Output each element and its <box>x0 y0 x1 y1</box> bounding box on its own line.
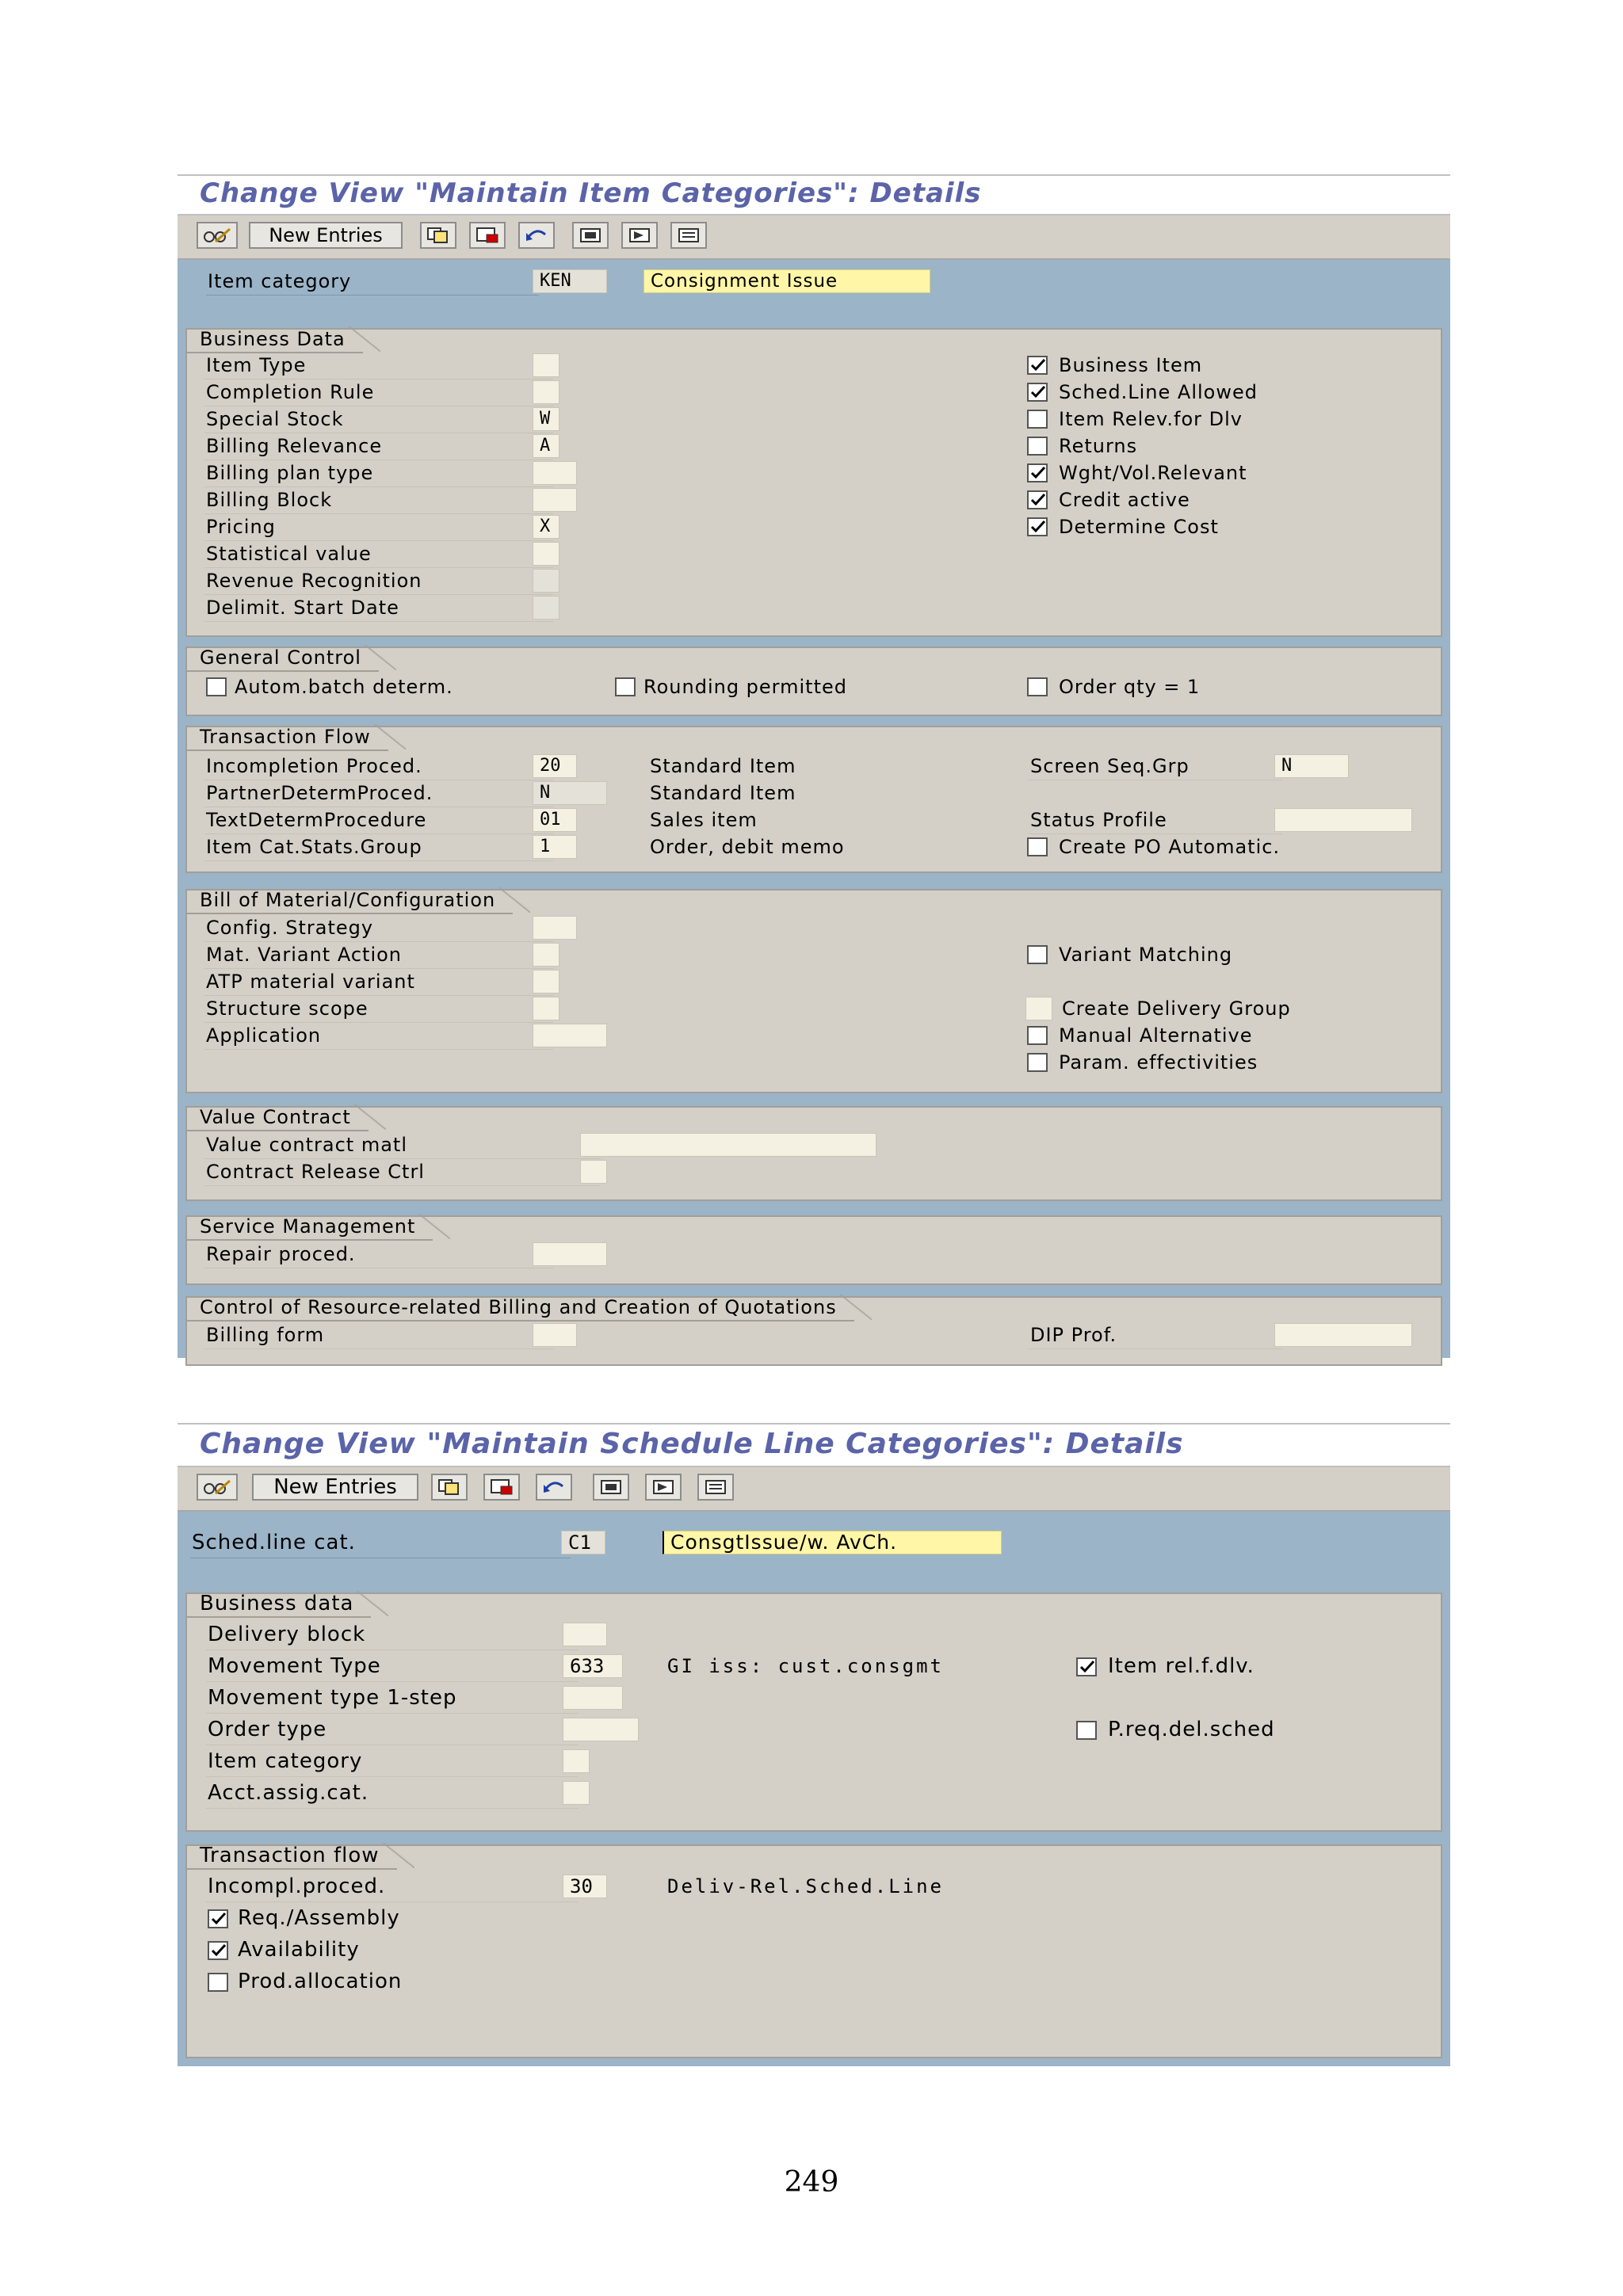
divider <box>204 968 553 969</box>
param-effectivities-label: Param. effectivities <box>1059 1051 1258 1074</box>
select-block-icon <box>651 1478 675 1496</box>
business-data-group <box>185 1592 1442 1832</box>
divider <box>206 1681 579 1682</box>
credit-active-checkbox[interactable] <box>1027 490 1048 509</box>
deselect-all-icon <box>704 1478 727 1496</box>
acct-assig-cat-field[interactable] <box>563 1781 590 1805</box>
order-type-field[interactable] <box>563 1718 639 1741</box>
order-qty-label: Order qty = 1 <box>1059 676 1201 698</box>
transaction-flow-group <box>185 726 1442 873</box>
divider <box>204 513 553 514</box>
divider <box>1029 1348 1282 1349</box>
business-data-title: Business Data <box>187 328 363 353</box>
incompl-proced-text: Deliv-Rel.Sched.Line <box>667 1875 944 1897</box>
delimit-start-date-field <box>533 596 559 620</box>
copy-as-button[interactable] <box>431 1474 468 1501</box>
sched-line-allowed-checkbox[interactable] <box>1027 383 1048 402</box>
dip-prof-field[interactable] <box>1274 1323 1412 1347</box>
value-contract-group <box>185 1106 1442 1201</box>
rounding-permitted-label: Rounding permitted <box>643 676 847 698</box>
window-title-bar <box>178 1423 1450 1467</box>
prod-allocation-checkbox[interactable] <box>208 1973 228 1992</box>
value-contract-matl-label: Value contract matl <box>206 1134 408 1156</box>
wght-vol-relevant-checkbox[interactable] <box>1027 463 1048 482</box>
select-block-button[interactable] <box>621 222 658 249</box>
divider <box>204 567 553 568</box>
param-effectivities-checkbox[interactable] <box>1027 1053 1048 1072</box>
value-contract-title: Value Contract <box>187 1106 369 1131</box>
billing-form-label: Billing form <box>206 1324 325 1346</box>
status-profile-field[interactable] <box>1274 808 1412 832</box>
item-relev-dlv-label: Item Relev.for Dlv <box>1059 408 1243 430</box>
delete-icon <box>475 227 499 244</box>
divider <box>204 1022 553 1023</box>
checkmark-icon <box>1030 385 1046 399</box>
partner-determ-label: PartnerDetermProced. <box>206 782 433 804</box>
divider <box>1029 833 1282 834</box>
select-all-icon <box>579 227 602 244</box>
resource-billing-title: Control of Resource-related Billing and Creation of Quotations <box>187 1296 854 1322</box>
item-type-field[interactable] <box>533 353 559 377</box>
req-assembly-checkbox[interactable] <box>208 1909 228 1928</box>
autom-batch-checkbox[interactable] <box>206 677 227 696</box>
structure-scope-field[interactable] <box>533 997 559 1020</box>
returns-label: Returns <box>1059 435 1138 457</box>
copy-icon <box>437 1478 461 1496</box>
special-stock-field[interactable]: W <box>533 407 559 431</box>
manual-alternative-checkbox[interactable] <box>1027 1026 1048 1045</box>
select-all-icon <box>599 1478 623 1496</box>
divider <box>206 1776 579 1777</box>
glasses-pencil-icon <box>201 1478 233 1497</box>
divider <box>206 1808 579 1809</box>
application-label: Application <box>206 1024 322 1047</box>
billing-block-label: Billing Block <box>206 489 333 511</box>
sched-line-allowed-label: Sched.Line Allowed <box>1059 381 1258 403</box>
statistical-value-field[interactable] <box>533 542 559 566</box>
undo-icon <box>542 1478 566 1496</box>
divider <box>206 1713 579 1714</box>
checkmark-icon <box>1030 358 1046 372</box>
application-toolbar <box>178 215 1450 260</box>
detail-area <box>178 260 1450 1358</box>
select-block-icon <box>628 227 651 244</box>
divider <box>204 1348 553 1349</box>
billing-plan-type-field[interactable] <box>533 461 577 485</box>
item-cat-stats-field[interactable]: 1 <box>533 835 577 859</box>
availability-checkbox[interactable] <box>208 1941 228 1960</box>
delimit-start-date-label: Delimit. Start Date <box>206 597 399 619</box>
contract-release-ctrl-field[interactable] <box>580 1160 607 1184</box>
incompletion-proced-text: Standard Item <box>650 755 796 777</box>
delete-button[interactable] <box>469 222 506 249</box>
delivery-block-field[interactable] <box>563 1623 607 1646</box>
partner-determ-field[interactable]: N <box>533 781 607 805</box>
new-entries-button[interactable]: New Entries <box>249 222 403 249</box>
divider <box>204 621 553 622</box>
pricing-label: Pricing <box>206 516 276 538</box>
window-title: Change View "Maintain Item Categories": Details <box>200 177 982 209</box>
select-all-button[interactable] <box>593 1474 629 1501</box>
bom-configuration-group <box>185 889 1442 1093</box>
manual-alternative-label: Manual Alternative <box>1059 1024 1253 1047</box>
window-title: Change View "Maintain Schedule Line Categories": Details <box>200 1428 1184 1460</box>
divider <box>204 941 553 942</box>
checkmark-icon <box>1030 466 1046 480</box>
determine-cost-label: Determine Cost <box>1059 516 1219 538</box>
item-category-description: Consignment Issue <box>643 269 930 293</box>
movement-type-text: GI iss: cust.consgmt <box>667 1655 944 1677</box>
variant-matching-label: Variant Matching <box>1059 944 1233 966</box>
business-data-title: Business data <box>187 1592 371 1618</box>
value-contract-matl-field[interactable] <box>580 1133 876 1157</box>
sched-line-cat-label: Sched.line cat. <box>192 1531 356 1554</box>
checkmark-icon <box>1079 1660 1095 1674</box>
detail-area <box>178 1512 1450 2066</box>
checkmark-icon <box>1030 520 1046 534</box>
deselect-all-button[interactable] <box>670 222 707 249</box>
incompl-proced-label: Incompl.proced. <box>208 1875 386 1898</box>
undo-change-button[interactable] <box>518 222 555 249</box>
display-change-button[interactable] <box>197 222 238 249</box>
create-po-checkbox[interactable] <box>1027 837 1048 856</box>
business-item-label: Business Item <box>1059 354 1203 376</box>
select-all-button[interactable] <box>572 222 609 249</box>
wght-vol-relevant-label: Wght/Vol.Relevant <box>1059 462 1247 484</box>
autom-batch-label: Autom.batch determ. <box>235 676 453 698</box>
bom-configuration-title: Bill of Material/Configuration <box>187 889 513 914</box>
movement-type-1step-field[interactable] <box>563 1686 623 1710</box>
mat-variant-action-label: Mat. Variant Action <box>206 944 402 966</box>
movement-type-label: Movement Type <box>208 1654 381 1678</box>
checkmark-icon <box>1030 493 1046 507</box>
incompl-proced-field[interactable]: 30 <box>563 1875 607 1898</box>
create-delivery-group-label: Create Delivery Group <box>1062 997 1291 1020</box>
copy-as-button[interactable] <box>420 222 456 249</box>
create-po-label: Create PO Automatic. <box>1059 836 1281 858</box>
window-title-bar <box>178 174 1450 215</box>
returns-checkbox[interactable] <box>1027 437 1048 456</box>
item-rel-dlv-label: Item rel.f.dlv. <box>1108 1654 1254 1678</box>
repair-proced-label: Repair proced. <box>206 1243 356 1265</box>
transaction-flow-title: Transaction Flow <box>187 726 388 751</box>
divider <box>206 295 539 296</box>
sched-line-cat-description[interactable]: ConsgtIssue/w. AvCh. <box>663 1531 1002 1554</box>
availability-label: Availability <box>238 1938 360 1962</box>
rounding-permitted-checkbox[interactable] <box>615 677 636 696</box>
atp-material-variant-label: ATP material variant <box>206 971 415 993</box>
contract-release-ctrl-label: Contract Release Ctrl <box>206 1161 425 1183</box>
page-number: 249 <box>784 2166 839 2199</box>
undo-change-button[interactable] <box>536 1474 572 1501</box>
billing-block-field[interactable] <box>533 488 577 512</box>
determine-cost-checkbox[interactable] <box>1027 517 1048 536</box>
acct-assig-cat-label: Acct.assig.cat. <box>208 1781 369 1805</box>
structure-scope-label: Structure scope <box>206 997 369 1020</box>
incompletion-proced-label: Incompletion Proced. <box>206 755 422 777</box>
revenue-recognition-field <box>533 569 559 593</box>
mat-variant-action-field[interactable] <box>533 943 559 967</box>
divider <box>204 833 553 834</box>
transaction-flow-group <box>185 1844 1442 2058</box>
order-qty-checkbox[interactable] <box>1027 677 1048 696</box>
text-determ-label: TextDetermProcedure <box>206 809 427 831</box>
dip-prof-label: DIP Prof. <box>1030 1324 1117 1346</box>
statistical-value-label: Statistical value <box>206 543 372 565</box>
application-toolbar <box>178 1467 1450 1512</box>
incompletion-proced-field[interactable]: 20 <box>533 754 577 778</box>
partner-determ-text: Standard Item <box>650 782 796 804</box>
transaction-flow-title: Transaction flow <box>187 1844 397 1870</box>
completion-rule-field[interactable] <box>533 380 559 404</box>
billing-form-field[interactable] <box>533 1323 577 1347</box>
undo-icon <box>525 227 548 244</box>
credit-active-label: Credit active <box>1059 489 1190 511</box>
sched-line-cat-field[interactable]: C1 <box>561 1531 605 1554</box>
preq-del-sched-label: P.req.del.sched <box>1108 1718 1275 1741</box>
config-strategy-label: Config. Strategy <box>206 917 374 939</box>
revenue-recognition-label: Revenue Recognition <box>206 570 422 592</box>
application-field[interactable] <box>533 1024 607 1047</box>
divider <box>204 540 553 541</box>
divider <box>204 1185 601 1186</box>
order-type-label: Order type <box>208 1718 327 1741</box>
billing-relevance-label: Billing Relevance <box>206 435 383 457</box>
billing-relevance-field[interactable]: A <box>533 434 559 458</box>
special-stock-label: Special Stock <box>206 408 344 430</box>
create-delivery-group-field[interactable] <box>1025 997 1052 1020</box>
checkmark-icon <box>211 1912 227 1926</box>
text-determ-field[interactable]: 01 <box>533 808 577 832</box>
preq-del-sched-checkbox[interactable] <box>1076 1721 1097 1740</box>
business-item-checkbox[interactable] <box>1027 356 1048 375</box>
text-determ-text: Sales item <box>650 809 758 831</box>
status-profile-label: Status Profile <box>1030 809 1167 831</box>
service-management-group <box>185 1215 1442 1285</box>
general-control-group <box>185 646 1442 716</box>
item-categories-screen <box>178 174 1450 1355</box>
divider <box>206 1901 579 1902</box>
config-strategy-field[interactable] <box>533 916 577 940</box>
item-category-field[interactable] <box>563 1749 590 1773</box>
prod-allocation-label: Prod.allocation <box>238 1970 403 1993</box>
screen-seq-grp-label: Screen Seq.Grp <box>1030 755 1190 777</box>
copy-icon <box>426 227 450 244</box>
completion-rule-label: Completion Rule <box>206 381 375 403</box>
req-assembly-label: Req./Assembly <box>238 1906 400 1930</box>
deselect-all-icon <box>677 227 701 244</box>
divider <box>204 594 553 595</box>
item-cat-stats-text: Order, debit memo <box>650 836 845 858</box>
billing-plan-type-label: Billing plan type <box>206 462 374 484</box>
resource-billing-group <box>185 1296 1442 1366</box>
select-block-button[interactable] <box>645 1474 682 1501</box>
repair-proced-field[interactable] <box>533 1242 607 1266</box>
divider <box>204 995 553 996</box>
divider <box>204 860 553 861</box>
delete-button[interactable] <box>483 1474 520 1501</box>
delete-icon <box>490 1478 514 1496</box>
divider <box>204 1158 601 1159</box>
atp-material-variant-field[interactable] <box>533 970 559 994</box>
general-control-title: General Control <box>187 646 379 672</box>
item-relev-dlv-checkbox[interactable] <box>1027 410 1048 429</box>
movement-type-field[interactable]: 633 <box>563 1654 623 1678</box>
variant-matching-checkbox[interactable] <box>1027 945 1048 964</box>
item-category-label: Item category <box>208 1749 363 1773</box>
business-data-group <box>185 328 1442 637</box>
movement-type-1step-label: Movement type 1-step <box>208 1686 457 1710</box>
schedule-line-categories-screen <box>178 1423 1450 2063</box>
display-change-button[interactable] <box>197 1474 238 1501</box>
service-management-title: Service Management <box>187 1215 433 1241</box>
item-category-label: Item category <box>208 270 352 292</box>
screen-seq-grp-field[interactable]: N <box>1274 754 1349 778</box>
divider <box>204 486 553 487</box>
item-cat-stats-label: Item Cat.Stats.Group <box>206 836 422 858</box>
item-rel-dlv-checkbox[interactable] <box>1076 1657 1097 1676</box>
item-type-label: Item Type <box>206 354 307 376</box>
new-entries-button[interactable]: New Entries <box>252 1474 418 1501</box>
delivery-block-label: Delivery block <box>208 1623 366 1646</box>
item-category-field[interactable]: KEN <box>533 269 607 293</box>
checkmark-icon <box>211 1943 227 1958</box>
divider <box>204 1049 553 1050</box>
pricing-field[interactable]: X <box>533 515 559 539</box>
glasses-pencil-icon <box>201 226 233 245</box>
deselect-all-button[interactable] <box>697 1474 734 1501</box>
